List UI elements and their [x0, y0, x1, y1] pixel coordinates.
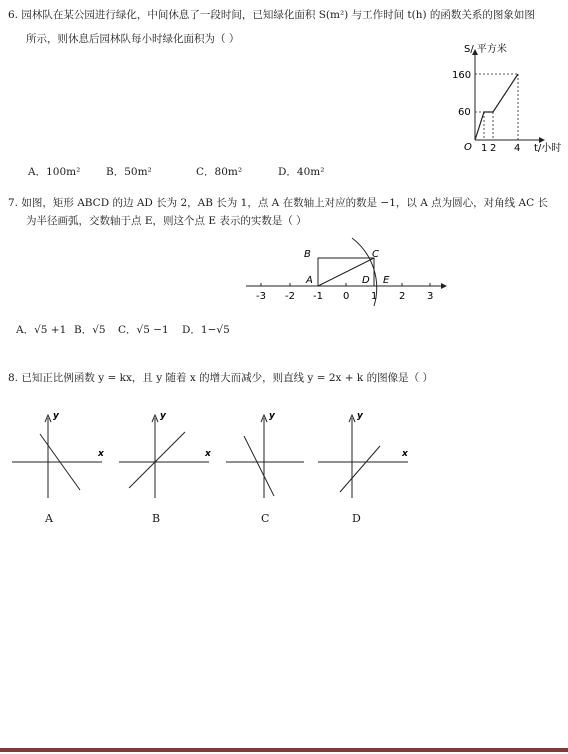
q6-option-a: A．100m²	[28, 166, 81, 178]
q6-origin: O	[464, 142, 472, 153]
q8-caption-c: C	[261, 512, 270, 525]
q8-graph-b	[117, 406, 217, 501]
q8-caption-b: B	[152, 512, 161, 525]
q7-tick-3: 3	[427, 291, 434, 302]
q8-b-y-label: y	[160, 411, 166, 421]
q6-xtick-1: 1	[481, 143, 488, 154]
q7-point-b: B	[304, 249, 311, 260]
q7-tick-2: 2	[399, 291, 406, 302]
q6-graph	[440, 40, 568, 160]
q6-option-c: C．80m²	[196, 166, 243, 178]
page-bottom-rule	[0, 748, 568, 752]
q8-caption-d: D	[352, 512, 361, 525]
q6-xtick-2: 2	[490, 143, 497, 154]
q7-tick-neg3: -3	[256, 291, 266, 302]
q8-graph-a	[10, 406, 110, 501]
q6-line1: 6. 园林队在某公园进行绿化，中间休息了一段时间，已知绿化面积 S(m²) 与工作时间 t(h) 的函数关系的图象如图	[8, 9, 535, 21]
q7-tick-0: 0	[343, 291, 350, 302]
q8-c-line	[244, 436, 274, 496]
q7-tick-neg1: -1	[313, 291, 323, 302]
q7-point-a: A	[306, 275, 313, 286]
q7-option-a: A．√5 +1	[16, 324, 67, 336]
q7-point-d: D	[362, 275, 370, 286]
q7-line2: 为半径画弧，交数轴于点 E，则这个点 E 表示的实数是（ ）	[26, 215, 307, 227]
q7-tick-neg2: -2	[285, 291, 295, 302]
q7-point-c: C	[372, 249, 379, 260]
q6-xtick-4: 4	[514, 143, 521, 154]
q8-a-x-label: x	[98, 449, 104, 459]
q7-option-b: B．√5	[74, 324, 106, 336]
q8-a-y-label: y	[53, 411, 59, 421]
q6-x-label: t/小时	[534, 143, 562, 154]
q8-d-y-label: y	[357, 411, 363, 421]
q8-line1: 8. 已知正比例函数 y = kx，且 y 随着 x 的增大而减少，则直线 y = 2x + k 的图像是（ ）	[8, 372, 433, 384]
q7-option-d: D．1−√5	[182, 324, 230, 336]
q6-option-b: B．50m²	[106, 166, 152, 178]
q8-b-line	[129, 432, 185, 488]
q7-point-e: E	[383, 275, 390, 286]
q6-ytick-60: 60	[458, 107, 471, 118]
q7-option-c: C．√5 −1	[118, 324, 169, 336]
q7-line1: 7. 如图，矩形 ABCD 的边 AD 长为 2，AB 长为 1，点 A 在数轴上对应的数是 −1，以 A 点为圆心，对角线 AC 长	[8, 197, 548, 209]
q8-b-x-label: x	[205, 449, 211, 459]
q6-graph-line	[475, 74, 518, 140]
q6-ytick-160: 160	[452, 70, 472, 81]
q6-line2: 所示，则休息后园林队每小时绿化面积为（ ）	[26, 33, 240, 45]
q8-caption-a: A	[45, 512, 53, 525]
q8-graph-c	[224, 406, 310, 501]
q7-tick-1: 1	[371, 291, 378, 302]
q8-d-line	[340, 446, 380, 492]
q7-figure	[240, 228, 454, 308]
q6-y-label: S/ 平方米	[464, 44, 507, 55]
q8-graph-d	[314, 406, 414, 501]
q8-c-y-label: y	[269, 411, 275, 421]
q8-d-x-label: x	[402, 449, 408, 459]
q6-option-d: D．40m²	[278, 166, 325, 178]
